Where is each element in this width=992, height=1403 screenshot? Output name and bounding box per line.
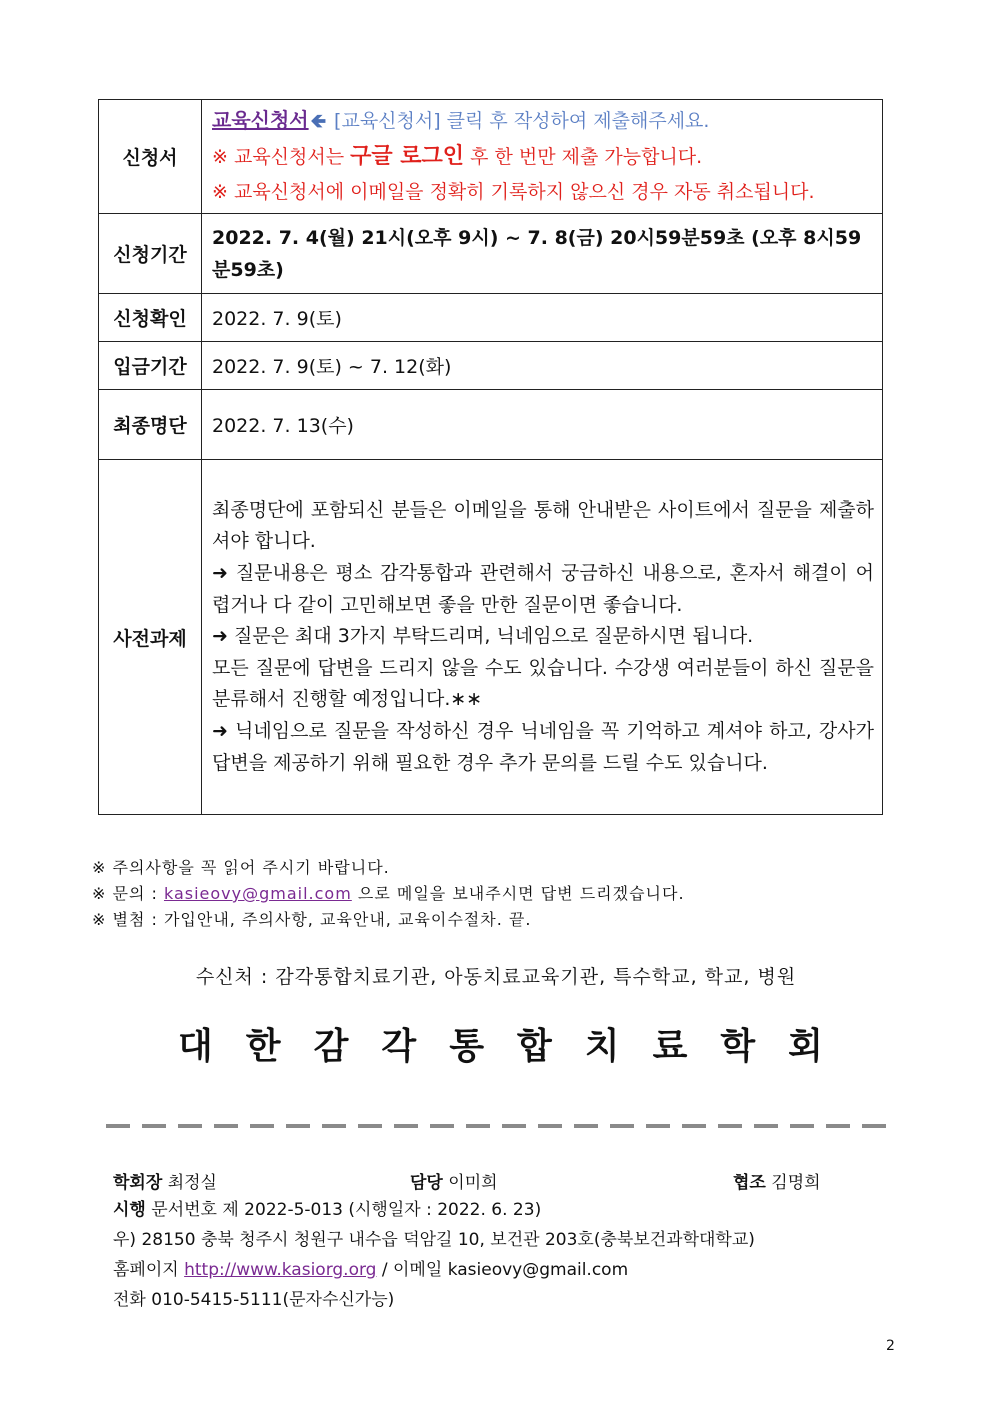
note-login-emphasis: 구글 로그인	[350, 144, 465, 169]
homepage-label: 홈페이지	[113, 1260, 179, 1280]
doc-number-line	[113, 1195, 755, 1225]
label-task: 사전과제	[99, 460, 202, 815]
arrow-left-icon: 🡸	[310, 110, 327, 132]
manager-name: 이미희	[448, 1173, 498, 1193]
row-deposit	[99, 342, 883, 390]
application-link-line	[212, 103, 874, 139]
application-form-link[interactable]: 교육신청서	[212, 108, 309, 132]
contact-block	[113, 1195, 755, 1315]
org-char: 합	[516, 1025, 552, 1067]
label-deposit: 입금기간	[99, 342, 202, 390]
task-paragraph: ➜ 닉네임으로 질문을 작성하신 경우 닉네임을 꼭 기억하고 계셔야 하고, 강사가 답변을 제공하기 위해 필요한 경우 추가 문의를 드릴 수도 있습니다.	[212, 719, 874, 774]
staff-president	[113, 1168, 217, 1193]
doc-number: 문서번호 제 2022-5-013 (시행일자 : 2022. 6. 23)	[151, 1200, 542, 1220]
cooperation-label: 협조	[733, 1173, 766, 1193]
homepage-link[interactable]: http://www.kasiorg.org	[184, 1260, 377, 1280]
cooperation-name: 김명희	[771, 1173, 821, 1193]
exec-label: 시행	[113, 1200, 146, 1220]
phone: 전화 010-5415-5111(문자수신가능)	[113, 1290, 395, 1310]
application-instruction: [교육신청서] 클릭 후 작성하여 제출해주세요.	[334, 110, 710, 132]
note-login-a: ※ 교육신청서는	[212, 146, 351, 168]
task-paragraph: ➜ 질문내용은 평소 감각통합과 관련해서 궁금하신 내용으로, 혼자서 해결이 어렵거나 다 같이 고민해보면 좋을 만한 질문이면 좋습니다.	[212, 562, 874, 616]
org-char: 학	[720, 1025, 756, 1067]
task-paragraph: 모든 질문에 답변을 드리지 않을 수도 있습니다. 수강생 여러분들이 하신 질문을 분류해서 진행할 예정입니다.∗∗	[212, 656, 874, 711]
info-table	[98, 99, 883, 815]
org-char: 각	[381, 1025, 417, 1067]
recipients: 수신처 : 감각통합치료기관, 아동치료교육기관, 특수학교, 학교, 병원	[195, 966, 797, 988]
task-text	[212, 495, 874, 779]
row-confirm	[99, 294, 883, 342]
dashed-divider	[106, 1124, 886, 1128]
value-task	[202, 460, 883, 815]
homepage-line	[113, 1255, 755, 1285]
label-confirm: 신청확인	[99, 294, 202, 342]
staff-manager	[410, 1168, 498, 1193]
value-period	[202, 214, 883, 294]
org-char: 한	[245, 1025, 281, 1067]
page-number: 2	[886, 1338, 895, 1354]
org-char: 대	[178, 1025, 213, 1067]
org-char: 료	[652, 1025, 688, 1067]
row-final	[99, 390, 883, 460]
label-application: 신청서	[99, 100, 202, 214]
inquiry-prefix: ※ 문의 :	[92, 884, 164, 903]
president-name: 최정실	[167, 1173, 217, 1193]
note-login-c: 후 한 번만 제출 가능합니다.	[464, 146, 703, 168]
period-text: 2022. 7. 4(월) 21시(오후 9시) ~ 7. 8(금) 20시59분59초 (오후 8시59분59초)	[212, 226, 862, 281]
application-note-email: ※ 교육신청서에 이메일을 정확히 기록하지 않으신 경우 자동 취소됩니다.	[212, 181, 815, 203]
president-label: 학회장	[113, 1173, 163, 1193]
application-note-login	[212, 139, 874, 175]
row-period	[99, 214, 883, 294]
note-inquiry	[92, 881, 685, 907]
address: 우) 28150 충북 청주시 청원구 내수읍 덕암길 10, 보건관 203호(충북보건과학대학교)	[113, 1230, 755, 1250]
email-label: / 이메일	[376, 1260, 448, 1280]
notes	[92, 855, 685, 933]
org-char: 통	[449, 1025, 484, 1067]
organization-name	[178, 1018, 823, 1069]
org-char: 회	[788, 1025, 823, 1067]
manager-label: 담당	[410, 1173, 443, 1193]
value-application	[202, 100, 883, 214]
label-final: 최종명단	[99, 390, 202, 460]
task-paragraph: ➜ 질문은 최대 3가지 부탁드리며, 닉네임으로 질문하시면 됩니다.	[212, 625, 754, 648]
contact-email: kasieovy@gmail.com	[447, 1260, 629, 1280]
value-deposit: 2022. 7. 9(토) ~ 7. 12(화)	[202, 342, 883, 390]
row-task	[99, 460, 883, 815]
note-attachment: ※ 별첨 : 가입안내, 주의사항, 교육안내, 교육이수절차. 끝.	[92, 910, 532, 929]
staff-cooperation	[733, 1168, 821, 1193]
label-period: 신청기간	[99, 214, 202, 294]
inquiry-email-link[interactable]: kasieovy@gmail.com	[163, 884, 352, 903]
task-paragraph: 최종명단에 포함되신 분들은 이메일을 통해 안내받은 사이트에서 질문을 제출하셔야 합니다.	[212, 498, 874, 553]
row-application	[99, 100, 883, 214]
inquiry-suffix: 으로 메일을 보내주시면 답변 드리겠습니다.	[351, 884, 685, 903]
org-char: 치	[584, 1025, 620, 1067]
org-char: 감	[313, 1025, 349, 1067]
value-final: 2022. 7. 13(수)	[202, 390, 883, 460]
note-caution: ※ 주의사항을 꼭 읽어 주시기 바랍니다.	[92, 858, 390, 877]
value-confirm: 2022. 7. 9(토)	[202, 294, 883, 342]
